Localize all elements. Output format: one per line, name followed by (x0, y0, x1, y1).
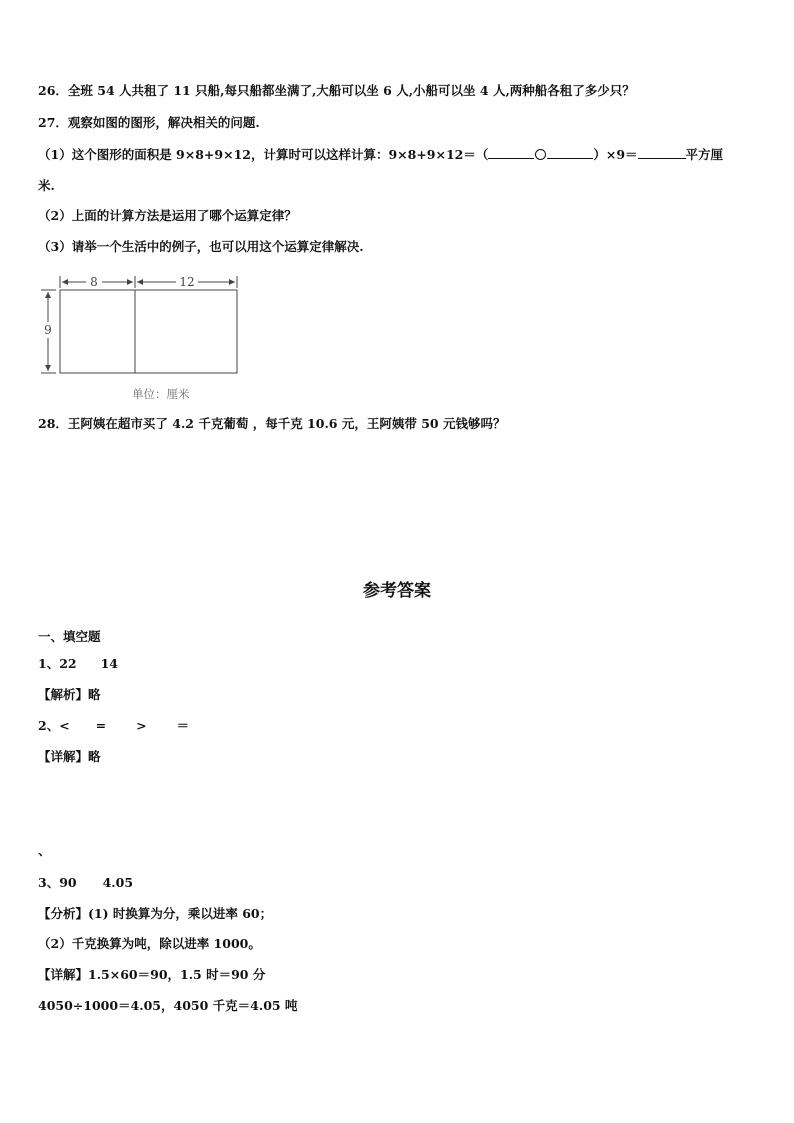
answer-2-value-2: = (95, 718, 107, 733)
stray-mark: 、 (38, 843, 51, 858)
section-heading-fill-blank: 一、填空题 (38, 629, 101, 644)
dim-label-9: 9 (44, 323, 52, 337)
arrow-head (137, 279, 143, 285)
arrow-head (62, 279, 68, 285)
question-27-part1-wrap: 米. (38, 178, 55, 193)
answer-3 (38, 874, 133, 892)
answer-3-value-1: 3、90 (38, 875, 77, 890)
rectangle-figure (36, 268, 246, 408)
answer-3-detail: 【详解】1.5×60＝90，1.5 时＝90 分 (38, 967, 266, 982)
q27-part1-before: （1）这个图形的面积是 9×8+9×12，计算时可以这样计算：9×8+9×12＝（ (38, 147, 489, 162)
question-27-part3: （3）请举一个生活中的例子，也可以用这个运算定律解决. (38, 239, 364, 254)
arrow-head (127, 279, 133, 285)
answer-blank-1[interactable] (488, 146, 534, 159)
answer-3-detail-2: 4050÷1000＝4.05，4050 千克＝4.05 吨 (38, 998, 298, 1013)
arrow-head (45, 292, 51, 298)
dim-label-8: 8 (90, 275, 98, 289)
answer-blank-2[interactable] (547, 146, 593, 159)
answer-2-value-3: > (136, 718, 147, 733)
answer-3-value-2: 4.05 (102, 875, 134, 890)
answer-1-value-1: 1、22 (38, 656, 77, 671)
answer-1-value-2: 14 (100, 656, 118, 671)
unit-label: 单位：厘米 (132, 387, 190, 401)
question-27-part1 (38, 146, 723, 164)
answer-2-value-1: 2、< (38, 718, 70, 733)
arrow-head (45, 365, 51, 371)
question-28: 28．王阿姨在超市买了 4.2 千克葡萄 ，每千克 10.6 元，王阿姨带 50 元钱够吗？ (38, 416, 506, 431)
q27-part1-mid: ）×9＝ (593, 147, 638, 162)
dim-label-12: 12 (179, 275, 195, 289)
arrow-head (229, 279, 235, 285)
answer-3-analysis-2: （2）千克换算为吨，除以进率 1000。 (38, 936, 261, 951)
question-27-stem: 27．观察如图的图形，解决相关的问题. (38, 115, 260, 130)
answer-2-value-4: ＝ (176, 718, 190, 733)
figure-outer-rect (60, 290, 237, 373)
answer-key-title: 参考答案 (363, 581, 431, 601)
answer-1-analysis: 【解析】略 (38, 687, 101, 702)
question-27-part2: （2）上面的计算方法是运用了哪个运算定律？ (38, 208, 297, 223)
question-26: 26．全班 54 人共租了 11 只船,每只船都坐满了,大船可以坐 6 人,小船可以坐 4 人,两种船各租了多少只？ (38, 83, 635, 98)
answer-3-analysis: 【分析】(1) 时换算为分，乘以进率 60； (38, 906, 273, 921)
answer-2-detail: 【详解】略 (38, 749, 101, 764)
answer-1 (38, 655, 118, 673)
answer-blank-3[interactable] (638, 146, 686, 159)
answer-2 (38, 717, 189, 735)
operator-circle[interactable] (535, 149, 546, 160)
q27-part1-end: 平方厘 (685, 147, 724, 162)
